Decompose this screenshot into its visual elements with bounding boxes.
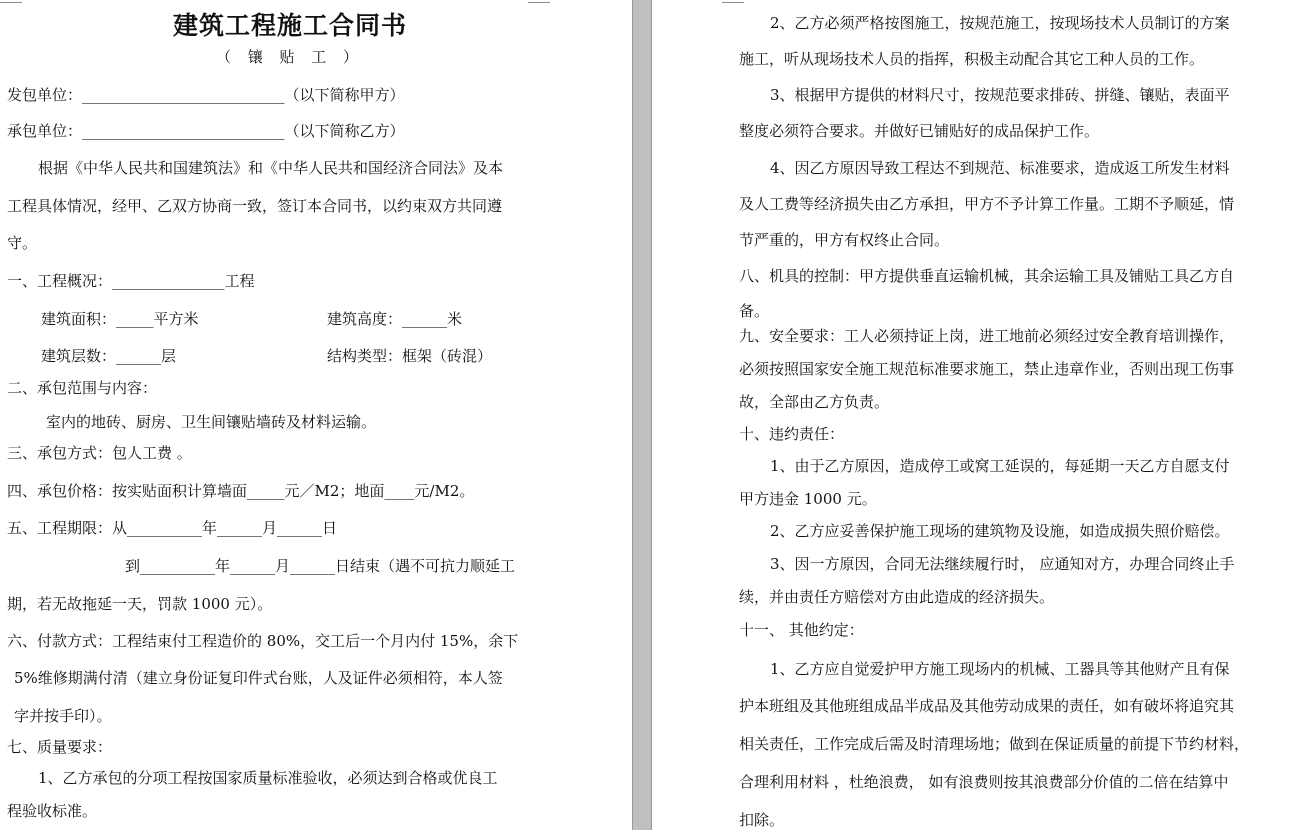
section-heading: 十、违约责任： [739,425,845,443]
body-line: 3、因一方原因，合同无法继续履行时， 应通知对方，办理合同终止手 [770,555,1235,573]
section-heading: 三、承包方式：包人工费 。 [7,444,192,462]
employer-line: 发包单位：___________________________（以下简称甲方） [7,86,405,104]
body-line: 4、因乙方原因导致工程达不到规范、标准要求，造成返工所发生材料 [770,159,1230,177]
section-heading: 一、工程概况：_______________工程 [7,272,255,290]
section-heading: 八、机具的控制：甲方提供垂直运输机械，其余运输工具及铺贴工具乙方自 [739,267,1235,285]
body-line: 字并按手印）。 [14,707,112,725]
body-line: 室内的地砖、厨房、卫生间镶贴墙砖及材料运输。 [46,413,377,431]
contractor-line: 承包单位：___________________________（以下简称乙方） [7,122,405,140]
body-line: 5%维修期满付清（建立身份证复印件式台账，人及证件必须相符，本人签 [14,669,503,687]
body-line: 3、根据甲方提供的材料尺寸，按规范要求排砖、拼缝、镶贴，表面平 [770,86,1230,104]
preamble-line: 根据《中华人民共和国建筑法》和《中华人民共和国经济合同法》及本 [38,159,504,177]
section-heading: 十一、 其他约定： [739,621,864,639]
body-line: 必须按照国家安全施工规范标准要求施工，禁止违章作业，否则出现工伤事 [739,360,1235,378]
body-line: 建筑高度：______米 [327,310,463,328]
crop-mark [722,0,744,3]
body-line: 续，并由责任方赔偿对方由此造成的经济损失。 [739,588,1055,606]
body-line: 程验收标准。 [7,802,98,820]
section-heading: 二、承包范围与内容： [7,379,158,397]
document-page-left [0,0,632,830]
body-line: 护本班组及其他班组成品半成品及其他劳动成果的责任，如有破坏将追究其 [739,697,1235,715]
body-line: 扣除。 [739,811,785,829]
crop-mark [0,0,22,3]
body-line: 备。 [739,302,770,320]
page-gutter [632,0,652,830]
preamble-line: 守。 [7,234,38,252]
section-heading: 四、承包价格：按实贴面积计算墙面_____元／M2；地面____元/M2。 [7,482,475,500]
body-line: 合理利用材料 ，杜绝浪费， 如有浪费则按其浪费部分价值的二倍在结算中 [739,773,1229,791]
preamble-line: 工程具体情况，经甲、乙双方协商一致，签订本合同书，以约束双方共同遵 [7,197,503,215]
body-line: 节严重的，甲方有权终止合同。 [739,231,950,249]
body-line: 整度必须符合要求。并做好已铺贴好的成品保护工作。 [739,122,1100,140]
body-line: 1、乙方应自觉爱护甲方施工现场内的机械、工器具等其他财产且有保 [770,660,1230,678]
body-line: 甲方违金 1000 元。 [739,490,877,508]
body-line: 到__________年______月______日结束（遇不可抗力顺延工 [125,557,516,575]
body-line: 2、乙方必须严格按图施工，按规范施工，按现场技术人员制订的方案 [770,14,1230,32]
body-line: 期，若无故拖延一天，罚款 1000 元）。 [7,595,273,613]
section-heading: 五、工程期限：从__________年______月______日 [7,519,338,537]
body-line: 2、乙方应妥善保护施工现场的建筑物及设施，如造成损失照价赔偿。 [770,522,1230,540]
body-line: 建筑面积：_____平方米 [41,310,199,328]
body-line: 故，全部由乙方负责。 [739,393,890,411]
crop-mark [528,0,550,3]
contract-title: 建筑工程施工合同书 [172,11,407,40]
section-heading: 七、质量要求： [7,738,113,756]
section-heading: 九、安全要求：工人必须持证上岗，进工地前必须经过安全教育培训操作， [739,327,1235,345]
body-line: 1、由于乙方原因，造成停工或窝工延误的，每延期一天乙方自愿支付 [770,457,1230,475]
contract-subtitle: （ 镶 贴 工 ） [215,48,365,66]
body-line: 1、乙方承包的分项工程按国家质量标准验收，必须达到合格或优良工 [38,769,498,787]
document-page-right [652,0,1303,830]
section-heading: 六、付款方式：工程结束付工程造价的 80%，交工后一个月内付 15%，余下 [7,632,519,650]
body-line: 施工，听从现场技术人员的指挥，积极主动配合其它工种人员的工作。 [739,50,1205,68]
body-line: 结构类型：框架（砖混） [327,347,493,365]
body-line: 及人工费等经济损失由乙方承担，甲方不予计算工作量。工期不予顺延，情 [739,195,1235,213]
body-line: 相关责任，工作完成后需及时清理场地；做到在保证质量的前提下节约材料， [739,735,1250,753]
body-line: 建筑层数：______层 [41,347,177,365]
